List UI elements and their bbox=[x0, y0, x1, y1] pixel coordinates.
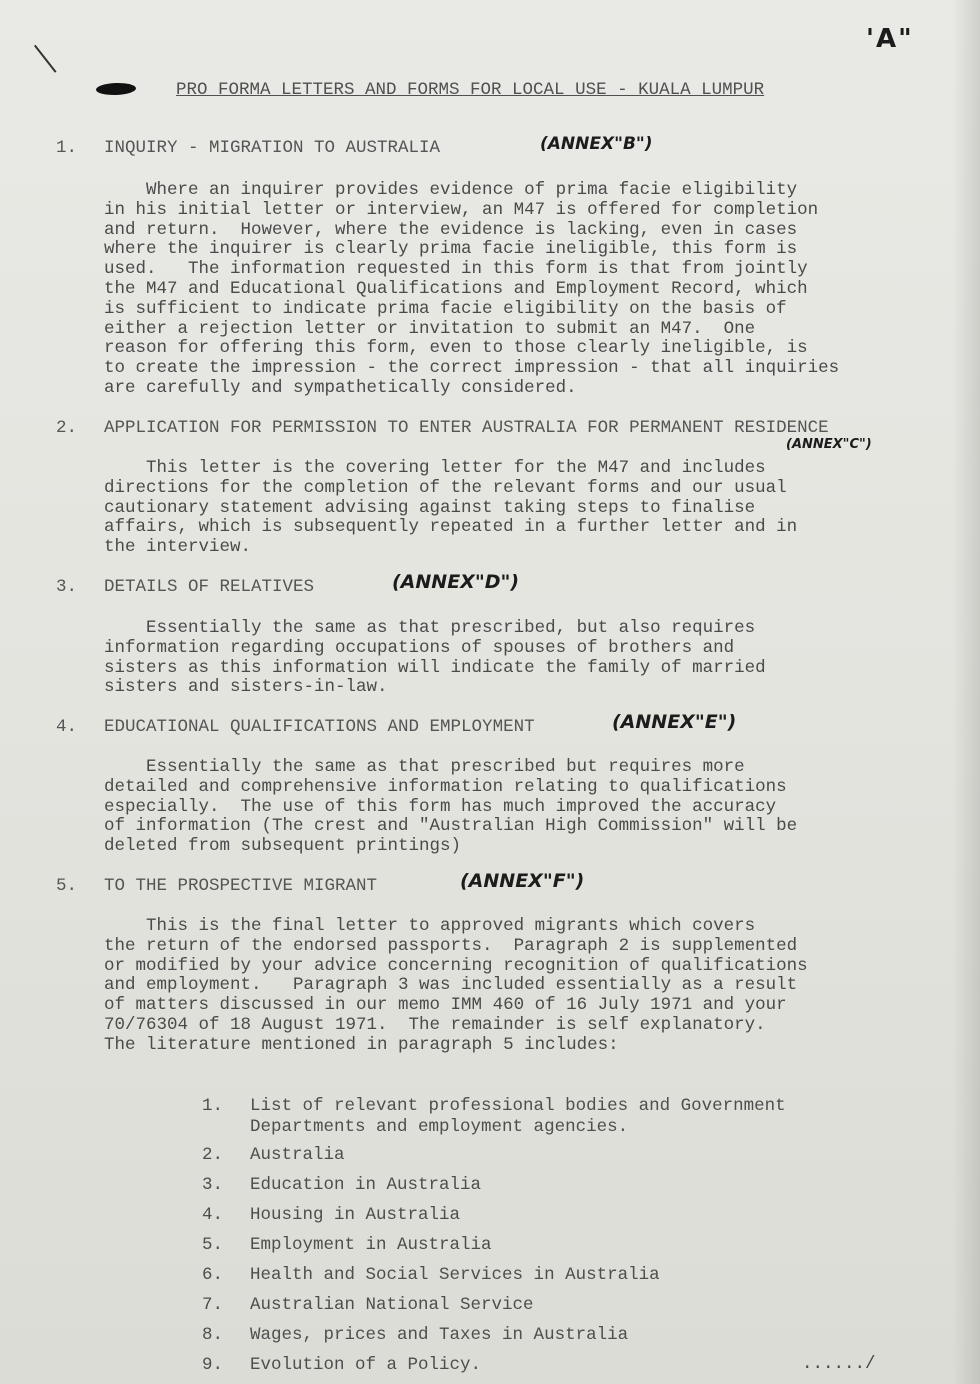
literature-text: Employment in Australia bbox=[250, 1235, 492, 1255]
literature-number: 4. bbox=[202, 1205, 224, 1225]
literature-text: List of relevant professional bodies and Government Departments and employment agencies. bbox=[250, 1096, 786, 1137]
section-1-annex-note: (ANNEX"B") bbox=[540, 134, 653, 154]
literature-text: Education in Australia bbox=[250, 1175, 482, 1195]
section-number: 2. bbox=[56, 418, 78, 438]
section-3-heading bbox=[56, 577, 314, 597]
section-3-body: Essentially the same as that prescribed, but also requires information regarding occupations of spouses of brothers and sisters as this information will indicate the family of married sisters and sisters-in-law. bbox=[104, 618, 766, 698]
section-number: 3. bbox=[56, 577, 78, 597]
literature-number: 2. bbox=[202, 1145, 224, 1165]
continuation-mark: ....../ bbox=[802, 1354, 876, 1374]
literature-number: 6. bbox=[202, 1265, 224, 1285]
section-number: 4. bbox=[56, 717, 78, 737]
section-heading-text: DETAILS OF RELATIVES bbox=[104, 577, 315, 597]
section-1-heading bbox=[56, 138, 440, 158]
literature-number: 5. bbox=[202, 1235, 224, 1255]
page-title: PRO FORMA LETTERS AND FORMS FOR LOCAL USE - KUALA LUMPUR bbox=[176, 80, 765, 100]
literature-number: 9. bbox=[202, 1355, 224, 1375]
section-heading-text: EDUCATIONAL QUALIFICATIONS AND EMPLOYMENT bbox=[104, 717, 535, 737]
literature-item bbox=[160, 1334, 481, 1384]
literature-text: Wages, prices and Taxes in Australia bbox=[250, 1325, 629, 1345]
literature-text: Housing in Australia bbox=[250, 1205, 461, 1225]
section-5-body: This is the final letter to approved migrants which covers the return of the endorsed passports. Paragraph 2 is supplemented or modified by your advice concerning recognition of qualifications and employment. Paragraph 3 was included essentially as a result of matters discussed in our memo IMM 460 of 16 July 1971 and your 70/76304 of 18 August 1971. The remainder is self explanatory. The literature mentioned in paragraph 5 includes: bbox=[104, 916, 808, 1055]
section-2-heading bbox=[56, 418, 829, 438]
section-5-heading bbox=[56, 876, 377, 896]
section-3-annex-note: (ANNEX"D") bbox=[392, 571, 520, 593]
literature-number: 1. bbox=[202, 1096, 224, 1116]
section-2-annex-note: (ANNEX"C") bbox=[786, 437, 872, 452]
literature-number: 8. bbox=[202, 1325, 224, 1345]
literature-text: Australia bbox=[250, 1145, 345, 1165]
literature-text: Australian National Service bbox=[250, 1295, 534, 1315]
section-5-annex-note: (ANNEX"F") bbox=[460, 870, 585, 892]
section-heading-text: INQUIRY - MIGRATION TO AUSTRALIA bbox=[104, 138, 441, 158]
section-2-body: This letter is the covering letter for the M47 and includes directions for the completion of the relevant forms and our usual cautionary statement advising against taking steps to finalise affairs, which is subsequently repeated in a further letter and in the interview. bbox=[104, 458, 798, 558]
section-4-annex-note: (ANNEX"E") bbox=[612, 711, 737, 733]
annex-a-mark: 'A" bbox=[866, 24, 914, 54]
section-1-body: Where an inquirer provides evidence of prima facie eligibility in his initial letter or interview, an M47 is offered for completion and return. However, where the evidence is lacking, even in cases where the inquirer is clearly prima facie ineligible, this form is used. The information requested in this form is that from jointly the M47 and Educational Qualifications and Employment Record, which is sufficient to indicate prima facie eligibility on the basis of either a rejection letter or invitation to submit an M47. One reason for offering this form, even to those clearly ineligible, is to create the impression - the correct impression - that all inquiries are carefully and sympathetically considered. bbox=[104, 180, 840, 398]
literature-number: 7. bbox=[202, 1295, 224, 1315]
page-edge-shadow bbox=[952, 0, 980, 1384]
stray-pen-mark bbox=[34, 45, 57, 73]
section-number: 1. bbox=[56, 138, 78, 158]
section-heading-text: TO THE PROSPECTIVE MIGRANT bbox=[104, 876, 378, 896]
ink-blot bbox=[96, 82, 136, 95]
literature-text: Evolution of a Policy. bbox=[250, 1355, 482, 1375]
section-4-body: Essentially the same as that prescribed but requires more detailed and comprehensive information relating to qualifications especially. The use of this form has much improved the accuracy of information (The crest and "Australian High Commission" will be deleted from subsequent printings) bbox=[104, 757, 798, 857]
literature-number: 3. bbox=[202, 1175, 224, 1195]
section-heading-text: APPLICATION FOR PERMISSION TO ENTER AUSTRALIA FOR PERMANENT RESIDENCE bbox=[104, 418, 829, 438]
literature-text: Health and Social Services in Australia bbox=[250, 1265, 660, 1285]
section-4-heading bbox=[56, 717, 535, 737]
section-number: 5. bbox=[56, 876, 78, 896]
